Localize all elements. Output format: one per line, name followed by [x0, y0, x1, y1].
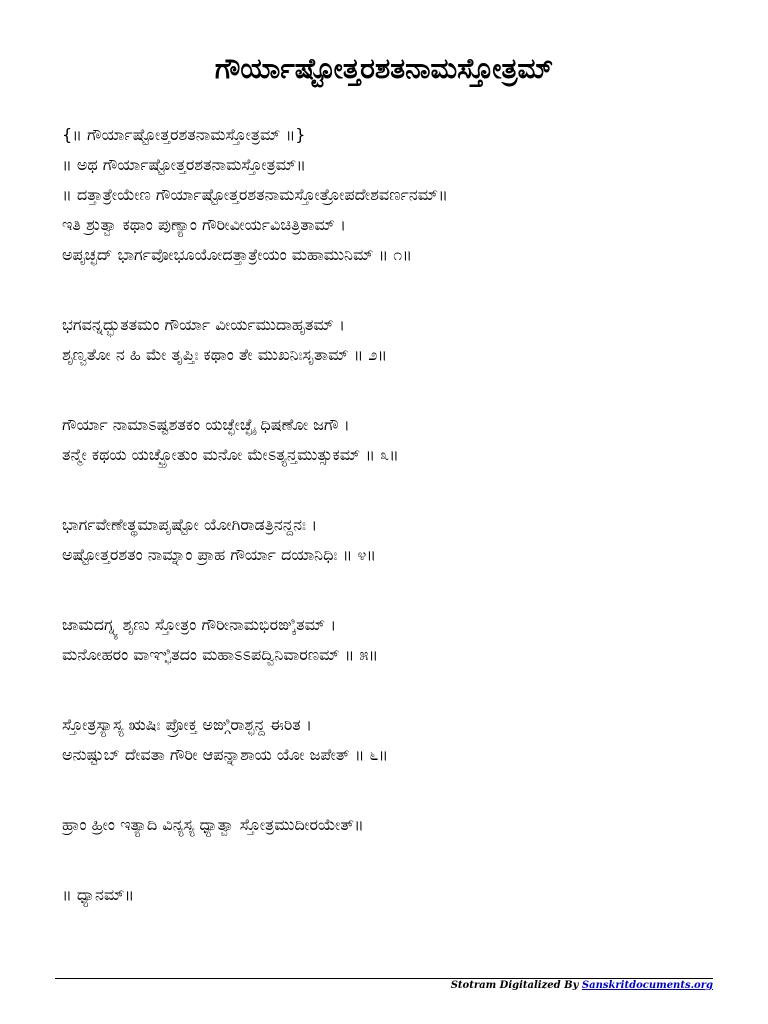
- stanza-spacer: [62, 770, 742, 810]
- verse-line: ಗೌರ್ಯಾ ನಾಮಾಽಷ್ಟಶತಕಂ ಯಚ್ಛೇಚ್ಛೈ ಧಿಷಣೋ ಜಗೌ ।: [62, 415, 350, 434]
- verse-line: ಶೃಣ್ವತೋ ನ ಹಿ ಮೇ ತೃಪ್ತಿಃ ಕಥಾಂ ತೇ ಮುಖನಿಃಸೃತಾಮ್ ॥ ೨॥: [62, 345, 388, 364]
- stanza-spacer: [62, 270, 742, 310]
- stanza-spacer: [62, 470, 742, 510]
- footer-prefix: Stotram Digitalized By: [450, 980, 582, 991]
- stanza-spacer: [62, 670, 742, 710]
- stanza-7: [62, 810, 742, 840]
- stanza-5: [62, 610, 742, 670]
- verse-line: ಹ್ರಾಂ ಹ್ರೀಂ ಇತ್ಯಾದಿ ವಿನ್ಯಸ್ಯ ಧ್ಯಾತ್ವಾ ಸ್ತೋತ್ರಮುದೀರಯೇತ್॥: [62, 815, 364, 834]
- verse-line: ಅಷ್ಟೋತ್ತರಶತಂ ನಾಮ್ನಾಂ ಪ್ರಾಹ ಗೌರ್ಯಾ ದಯಾನಿಧಿಃ ॥ ೪॥: [62, 545, 377, 564]
- footer-divider: [55, 978, 713, 979]
- stanza-6: [62, 710, 742, 770]
- verse-line: ಭಾರ್ಗವೇಣೇತ್ಥಮಾಪೃಷ್ಟೋ ಯೋಗಿರಾಡತ್ರಿನನ್ದನಃ ।: [62, 515, 318, 534]
- stanza-spacer: [62, 840, 742, 880]
- footer-credit: [451, 980, 713, 991]
- verse-line: {॥ ಗೌರ್ಯಾಷ್ಟೋತ್ತರಶತನಾಮಸ್ತೋತ್ರಮ್ ॥}: [62, 125, 306, 144]
- verse-line: ಅನುಷ್ಟುಬ್ ದೇವತಾ ಗೌರೀ ಆಪನ್ನಾಶಾಯ ಯೋ ಜಪೇತ್ ॥ ೬॥: [62, 745, 389, 764]
- verse-line: ತನ್ಮೇ ಕಥಯ ಯಚ್ಛ್ರೋತುಂ ಮನೋ ಮೇಽತ್ಯನ್ತಮುತ್ಸುಕಮ್ ॥ ೩॥: [62, 445, 399, 464]
- verse-line: ॥ ದತ್ತಾತ್ರೇಯೇಣ ಗೌರ್ಯಾಷ್ಟೋತ್ತರಶತನಾಮಸ್ತೋತ್ರೋಪದೇಶವರ್ಣನಮ್॥: [62, 185, 448, 204]
- verse-line: ಇತಿ ಶ್ರುತ್ವಾ ಕಥಾಂ ಪುಣ್ಯಾಂ ಗೌರೀವೀರ್ಯವಿಚಿತ್ರಿತಾಮ್ ।: [62, 215, 346, 234]
- sanskritdocuments-link[interactable]: Sanskritdocuments.org: [581, 980, 713, 991]
- stanza-4: [62, 510, 742, 570]
- verse-line: ಮನೋಹರಂ ವಾಞ್ಛಿತದಂ ಮಹಾಽಽಪದ್ವಿನಿವಾರಣಮ್ ॥ ೫॥: [62, 645, 379, 664]
- stanza-1: [62, 120, 742, 270]
- verse-line: ॥ ಅಥ ಗೌರ್ಯಾಷ್ಟೋತ್ತರಶತನಾಮಸ್ತೋತ್ರಮ್॥: [62, 155, 306, 174]
- verse-line: ಅಪೃಚ್ಛದ್ ಭಾರ್ಗವೋಭೂಯೋದತ್ತಾತ್ರೇಯಂ ಮಹಾಮುನಿಮ್ ॥ ೧॥: [62, 245, 412, 264]
- stanza-dhyanam: [62, 880, 742, 910]
- stanza-2: [62, 310, 742, 370]
- section-heading: ॥ ಧ್ಯಾನಮ್॥: [62, 885, 135, 904]
- stotram-body: [62, 120, 742, 910]
- stanza-spacer: [62, 570, 742, 610]
- stanza-spacer: [62, 370, 742, 410]
- verse-line: ಭಗವನ್ನದ್ಭುತತಮಂ ಗೌರ್ಯಾ ವೀರ್ಯಮುದಾಹೃತಮ್ ।: [62, 315, 345, 334]
- verse-line: ಜಾಮದಗ್ನ್ಯ ಶೃಣು ಸ್ತೋತ್ರಂ ಗೌರೀನಾಮಭಿರಙ್ಕಿತಮ್ ।: [62, 615, 337, 634]
- page-title: ಗೌರ್ಯಾಷ್ಟೋತ್ತರಶತನಾಮಸ್ತೋತ್ರಮ್: [214, 52, 554, 85]
- verse-line: ಸ್ತೋತ್ರಸ್ಯಾಸ್ಯ ಋಷಿಃ ಪ್ರೋಕ್ತ ಅಙ್ಗಿರಾಶ್ಛನ್ದ ಈರಿತ ।: [62, 715, 312, 734]
- stanza-3: [62, 410, 742, 470]
